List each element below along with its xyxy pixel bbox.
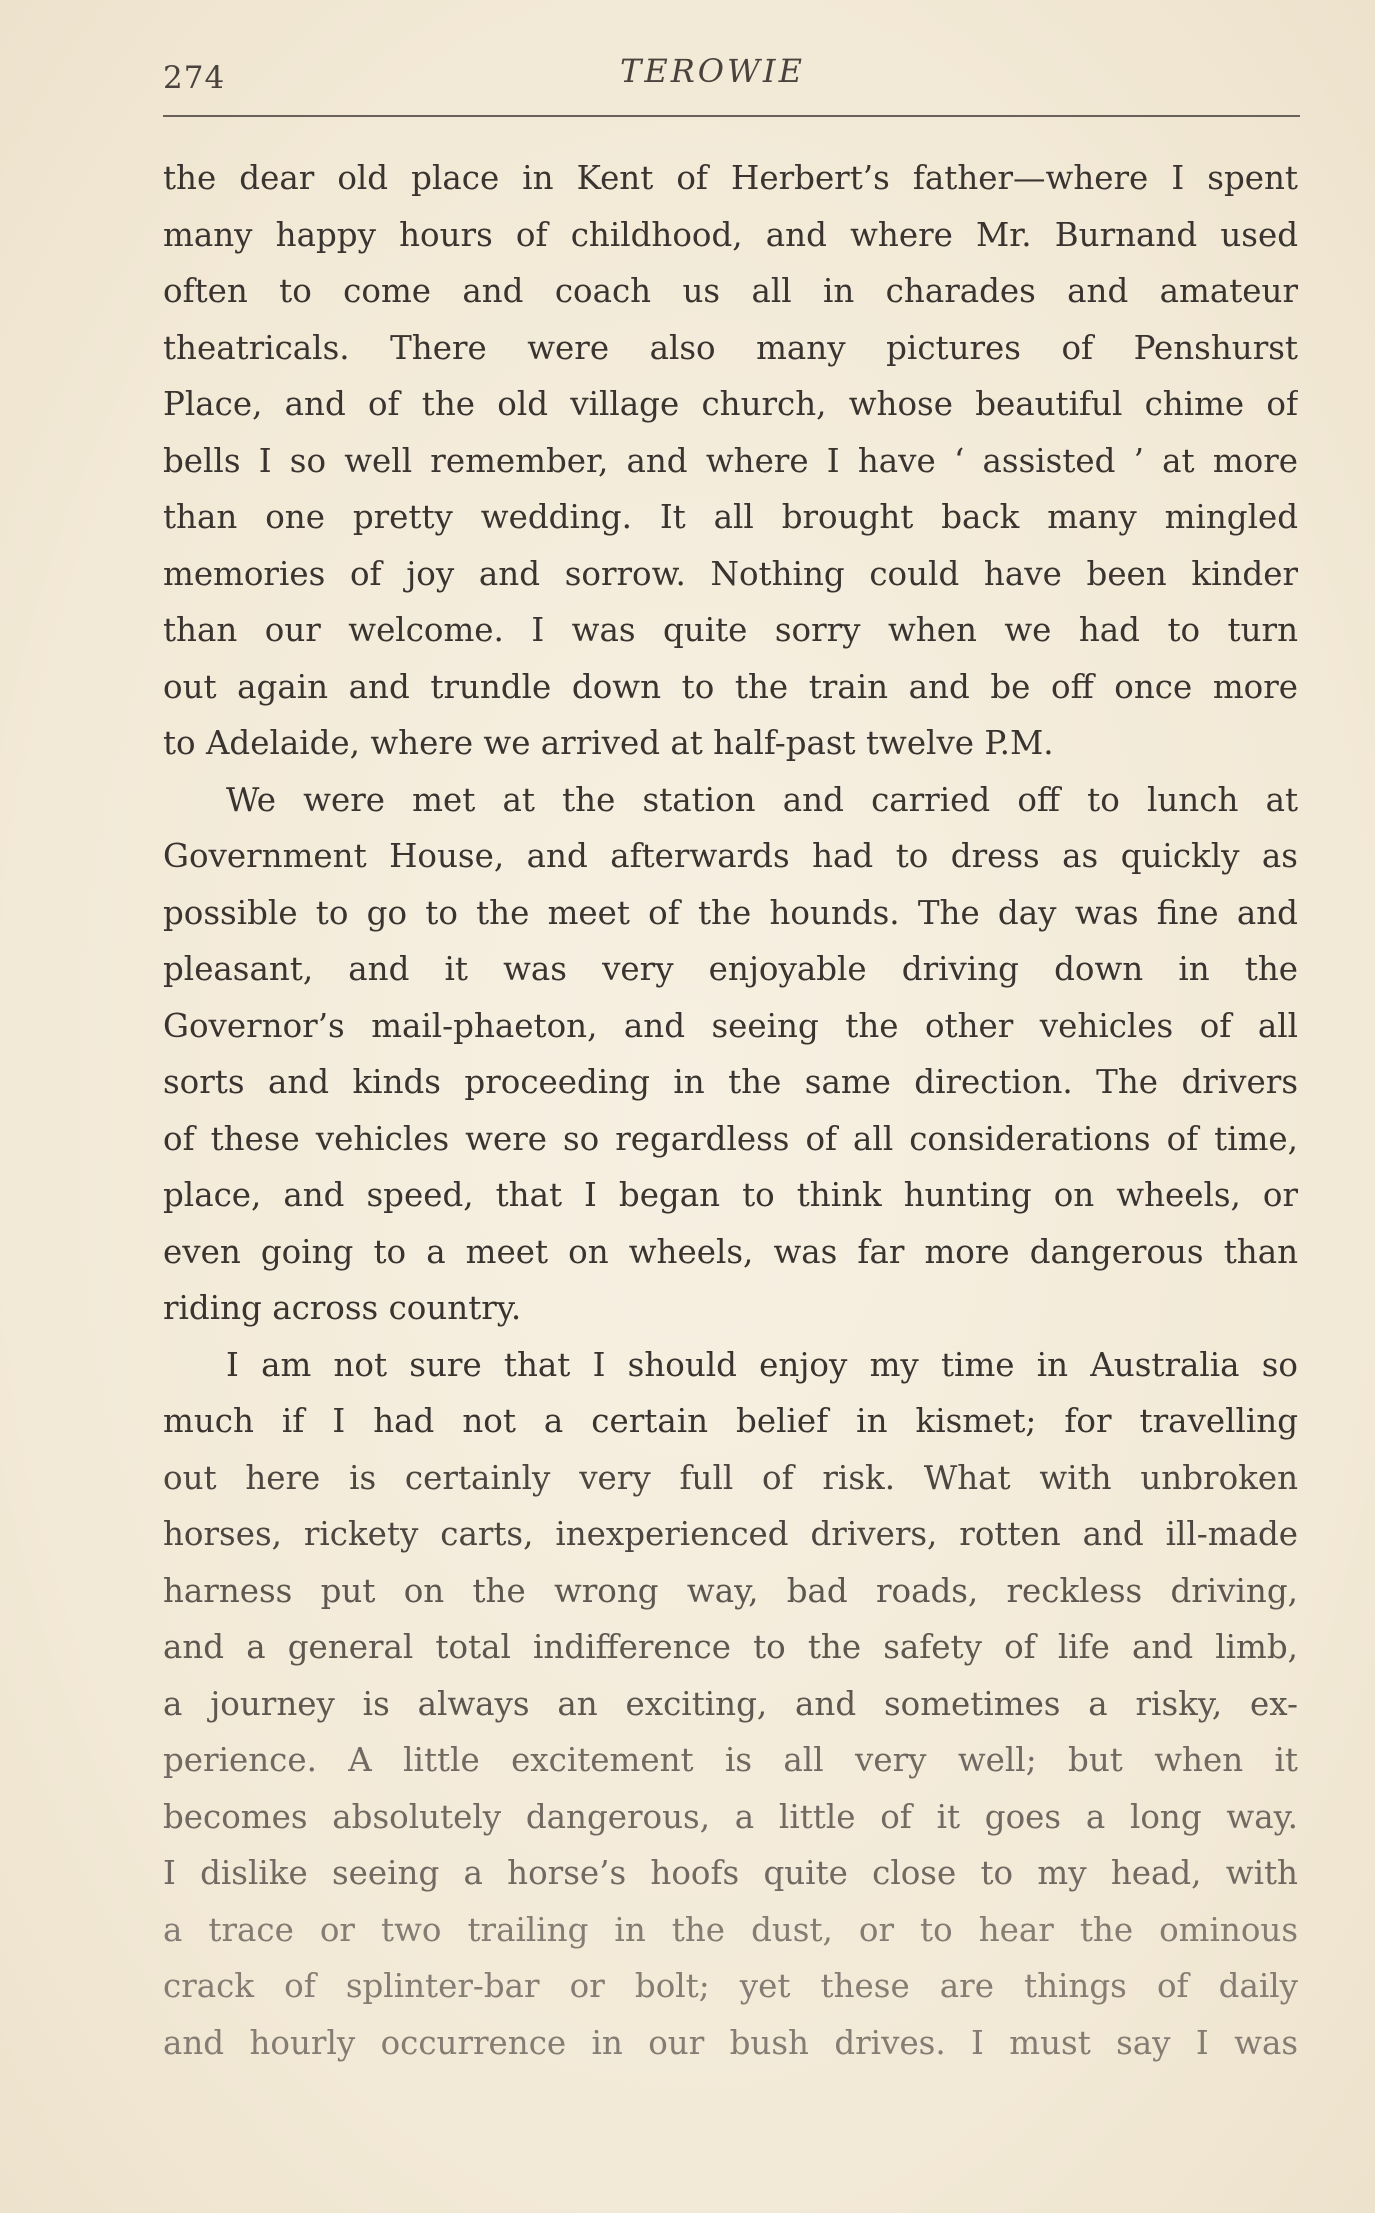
text-line: many happy hours of childhood, and where Mr. Burnand used — [163, 215, 1298, 254]
text-line: Place, and of the old village church, whose beautiful chime of — [163, 385, 1298, 423]
text-line: often to come and coach us all in charades and amateur — [163, 272, 1298, 310]
body-text — [163, 150, 1298, 2071]
text-line: possible to go to the meet of the hounds. The day was fine and — [163, 893, 1298, 932]
header-rule — [163, 115, 1300, 117]
text-line: perience. A little excitement is all very well; but when it — [163, 1741, 1298, 1779]
text-line: riding across country. — [163, 1289, 522, 1327]
page-header — [163, 52, 1298, 112]
text-line: bells I so well remember, and where I have ‘ assisted ’ at more — [163, 441, 1298, 480]
text-line: becomes absolutely dangerous, a little of it goes a long way. — [163, 1797, 1298, 1836]
paragraph-start-line: I am not sure that I should enjoy my time in Australia so — [226, 1345, 1298, 1384]
text-line: place, and speed, that I began to think hunting on wheels, or — [163, 1176, 1298, 1214]
text-line: to Adelaide, where we arrived at half-past twelve P.M. — [163, 724, 1054, 762]
text-line: the dear old place in Kent of Herbert’s father—where I spent — [163, 159, 1298, 197]
text-line: and hourly occurrence in our bush drives. I must say I was — [163, 2023, 1298, 2062]
text-line: and a general total indifference to the safety of life and limb, — [163, 1628, 1298, 1666]
text-line: crack of splinter-bar or bolt; yet these are things of daily — [163, 1967, 1298, 2005]
text-line: sorts and kinds proceeding in the same direction. The drivers — [163, 1063, 1298, 1101]
text-line: theatricals. There were also many pictures of Penshurst — [163, 328, 1298, 367]
text-line: horses, rickety carts, inexperienced drivers, rotten and ill-made — [163, 1515, 1298, 1553]
text-line: than one pretty wedding. It all brought back many mingled — [163, 498, 1298, 536]
text-line: pleasant, and it was very enjoyable driving down in the — [163, 950, 1298, 988]
text-line: of these vehicles were so regardless of all considerations of time, — [163, 1119, 1298, 1158]
text-line: than our welcome. I was quite sorry when we had to turn — [163, 611, 1298, 649]
text-line: a journey is always an exciting, and sometimes a risky, ex- — [163, 1684, 1298, 1723]
text-line: I dislike seeing a horse’s hoofs quite close to my head, with — [163, 1854, 1298, 1892]
text-line: memories of joy and sorrow. Nothing could have been kinder — [163, 554, 1298, 593]
running-head: TEROWIE — [620, 52, 805, 90]
text-line: much if I had not a certain belief in kismet; for travelling — [163, 1402, 1298, 1440]
text-line: Governor’s mail-phaeton, and seeing the other vehicles of all — [163, 1006, 1298, 1045]
text-line: out again and trundle down to the train and be off once more — [163, 667, 1298, 706]
page-number: 274 — [163, 60, 226, 96]
text-line: Government House, and afterwards had to dress as quickly as — [163, 837, 1298, 875]
paragraph-start-line: We were met at the station and carried off to lunch at — [226, 780, 1298, 819]
text-line: out here is certainly very full of risk. What with unbroken — [163, 1458, 1298, 1497]
text-line: harness put on the wrong way, bad roads, reckless driving, — [163, 1571, 1298, 1610]
text-line: a trace or two trailing in the dust, or to hear the ominous — [163, 1910, 1298, 1949]
text-line: even going to a meet on wheels, was far more dangerous than — [163, 1232, 1298, 1271]
